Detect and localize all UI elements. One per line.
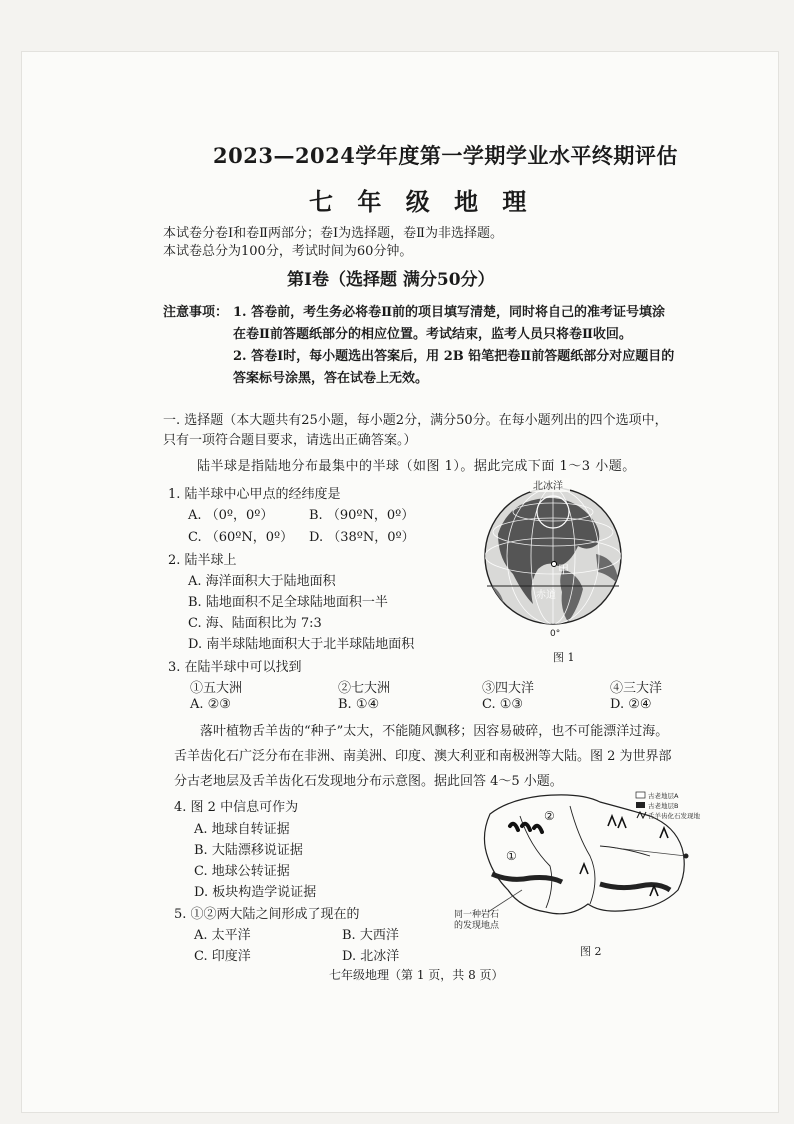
q5-stem: 5. ①②两大陆之间形成了现在的 — [174, 907, 360, 922]
q3-option-d: D. ②④ — [610, 697, 652, 712]
figure-2-caption: 图 2 — [580, 945, 602, 958]
q3-stem: 3. 在陆半球中可以找到 — [168, 660, 302, 675]
q5-option-d: D. 北冰洋 — [342, 949, 400, 964]
q3-option-b: B. ①④ — [338, 697, 380, 712]
q4-option-d: D. 板块构造学说证据 — [194, 885, 317, 900]
figure-2-map — [450, 786, 710, 936]
intro-line-2: 本试卷总分为100分，考试时间为60分钟。 — [163, 244, 413, 259]
q1-option-c: C. （60ºN，0º） — [188, 530, 294, 545]
q3-item-4: ④三大洋 — [610, 681, 663, 696]
passage-1: 陆半球是指陆地分布最集中的半球（如图 1）。据此完成下面 1～3 小题。 — [197, 459, 636, 474]
q3-item-3: ③四大洋 — [482, 681, 535, 696]
rock-site-pointer — [488, 890, 522, 912]
passage-2-line-1: 落叶植物舌羊齿的“种子”太大，不能随风飘移；因容易破碎，也不可能漂洋过海。 — [200, 724, 669, 739]
q5-option-b: B. 大西洋 — [342, 928, 399, 943]
point-jia — [552, 562, 557, 567]
notice-line-1: 1. 答卷前，考生务必将卷Ⅱ前的项目填写清楚，同时将自己的准考证号填涂 — [233, 305, 666, 320]
q1-option-d: D. （38ºN，0º） — [309, 530, 415, 545]
legend-strata-a: 古老地层A — [648, 792, 679, 800]
label-continent-2: ② — [544, 809, 555, 823]
label-jia: 甲 — [558, 563, 569, 576]
page-footer: 七年级地理（第 1 页，共 8 页） — [329, 968, 504, 982]
intro-line-1: 本试卷分卷Ⅰ和卷Ⅱ两部分；卷Ⅰ为选择题，卷Ⅱ为非选择题。 — [163, 226, 503, 241]
q4-option-a: A. 地球自转证据 — [194, 822, 290, 837]
q5-option-a: A. 太平洋 — [194, 928, 251, 943]
q1-option-a: A. （0º，0º） — [188, 508, 274, 523]
notice-line-3: 2. 答卷Ⅰ时，每小题选出答案后，用 2B 铅笔把卷Ⅱ前答题纸部分对应题目的 — [233, 349, 675, 364]
q3-item-2: ②七大洲 — [338, 681, 391, 696]
notice-line-2: 在卷Ⅱ前答题纸部分的相应位置。考试结束，监考人员只将卷Ⅱ收回。 — [233, 327, 632, 342]
q3-option-a: A. ②③ — [190, 697, 231, 712]
label-arctic-ocean: 北冰洋 — [533, 481, 563, 492]
q5-option-c: C. 印度洋 — [194, 949, 251, 964]
legend-fossil: 舌羊齿化石发现地 — [648, 812, 700, 820]
notice-label: 注意事项： — [163, 305, 229, 320]
figure-1-globe — [478, 474, 628, 654]
q3-option-c: C. ①③ — [482, 697, 524, 712]
q2-option-d: D. 南半球陆地面积大于北半球陆地面积 — [188, 637, 415, 652]
legend-strata-b: 古老地层B — [648, 802, 679, 810]
q4-option-b: B. 大陆漂移说证据 — [194, 843, 303, 858]
q2-stem: 2. 陆半球上 — [168, 553, 237, 568]
q2-option-b: B. 陆地面积不足全球陆地面积一半 — [188, 595, 388, 610]
passage-2-line-2: 舌羊齿化石广泛分布在非洲、南美洲、印度、澳大利亚和南极洲等大陆。图 2 为世界部 — [174, 749, 672, 764]
q4-stem: 4. 图 2 中信息可作为 — [174, 800, 299, 815]
q2-option-a: A. 海洋面积大于陆地面积 — [188, 574, 336, 589]
passage-2-line-3: 分古老地层及舌羊齿化石发现地分布示意图。据此回答 4～5 小题。 — [174, 774, 563, 789]
q4-option-c: C. 地球公转证据 — [194, 864, 290, 879]
q1-option-b: B. （90ºN，0º） — [309, 508, 415, 523]
part1-line-2: 只有一项符合题目要求，请选出正确答案。） — [163, 433, 417, 448]
rock-note-line-2: 的发现地点 — [454, 921, 500, 931]
part1-line-1: 一. 选择题（本大题共有25小题，每小题2分，满分50分。在每小题列出的四个选项中， — [163, 413, 668, 428]
label-zero-degree: 0° — [550, 629, 561, 639]
figure-1-caption: 图 1 — [553, 651, 575, 664]
q2-option-c: C. 海、陆面积比为 7:3 — [188, 616, 322, 631]
q1-stem: 1. 陆半球中心甲点的经纬度是 — [168, 487, 341, 502]
exam-title: 2023—2024学年度第一学期学业水平终期评估 — [213, 143, 678, 168]
notice-line-4: 答案标号涂黑，答在试卷上无效。 — [233, 371, 429, 386]
q3-item-1: ①五大洲 — [190, 681, 243, 696]
section-title: 第Ⅰ卷（选择题 满分50分） — [287, 270, 495, 290]
subject-title: 七 年 级 地 理 — [309, 187, 535, 216]
rock-note-line-1: 同一种岩石 — [454, 910, 500, 920]
label-equator: 赤道 — [536, 590, 556, 601]
label-continent-1: ① — [506, 849, 517, 863]
